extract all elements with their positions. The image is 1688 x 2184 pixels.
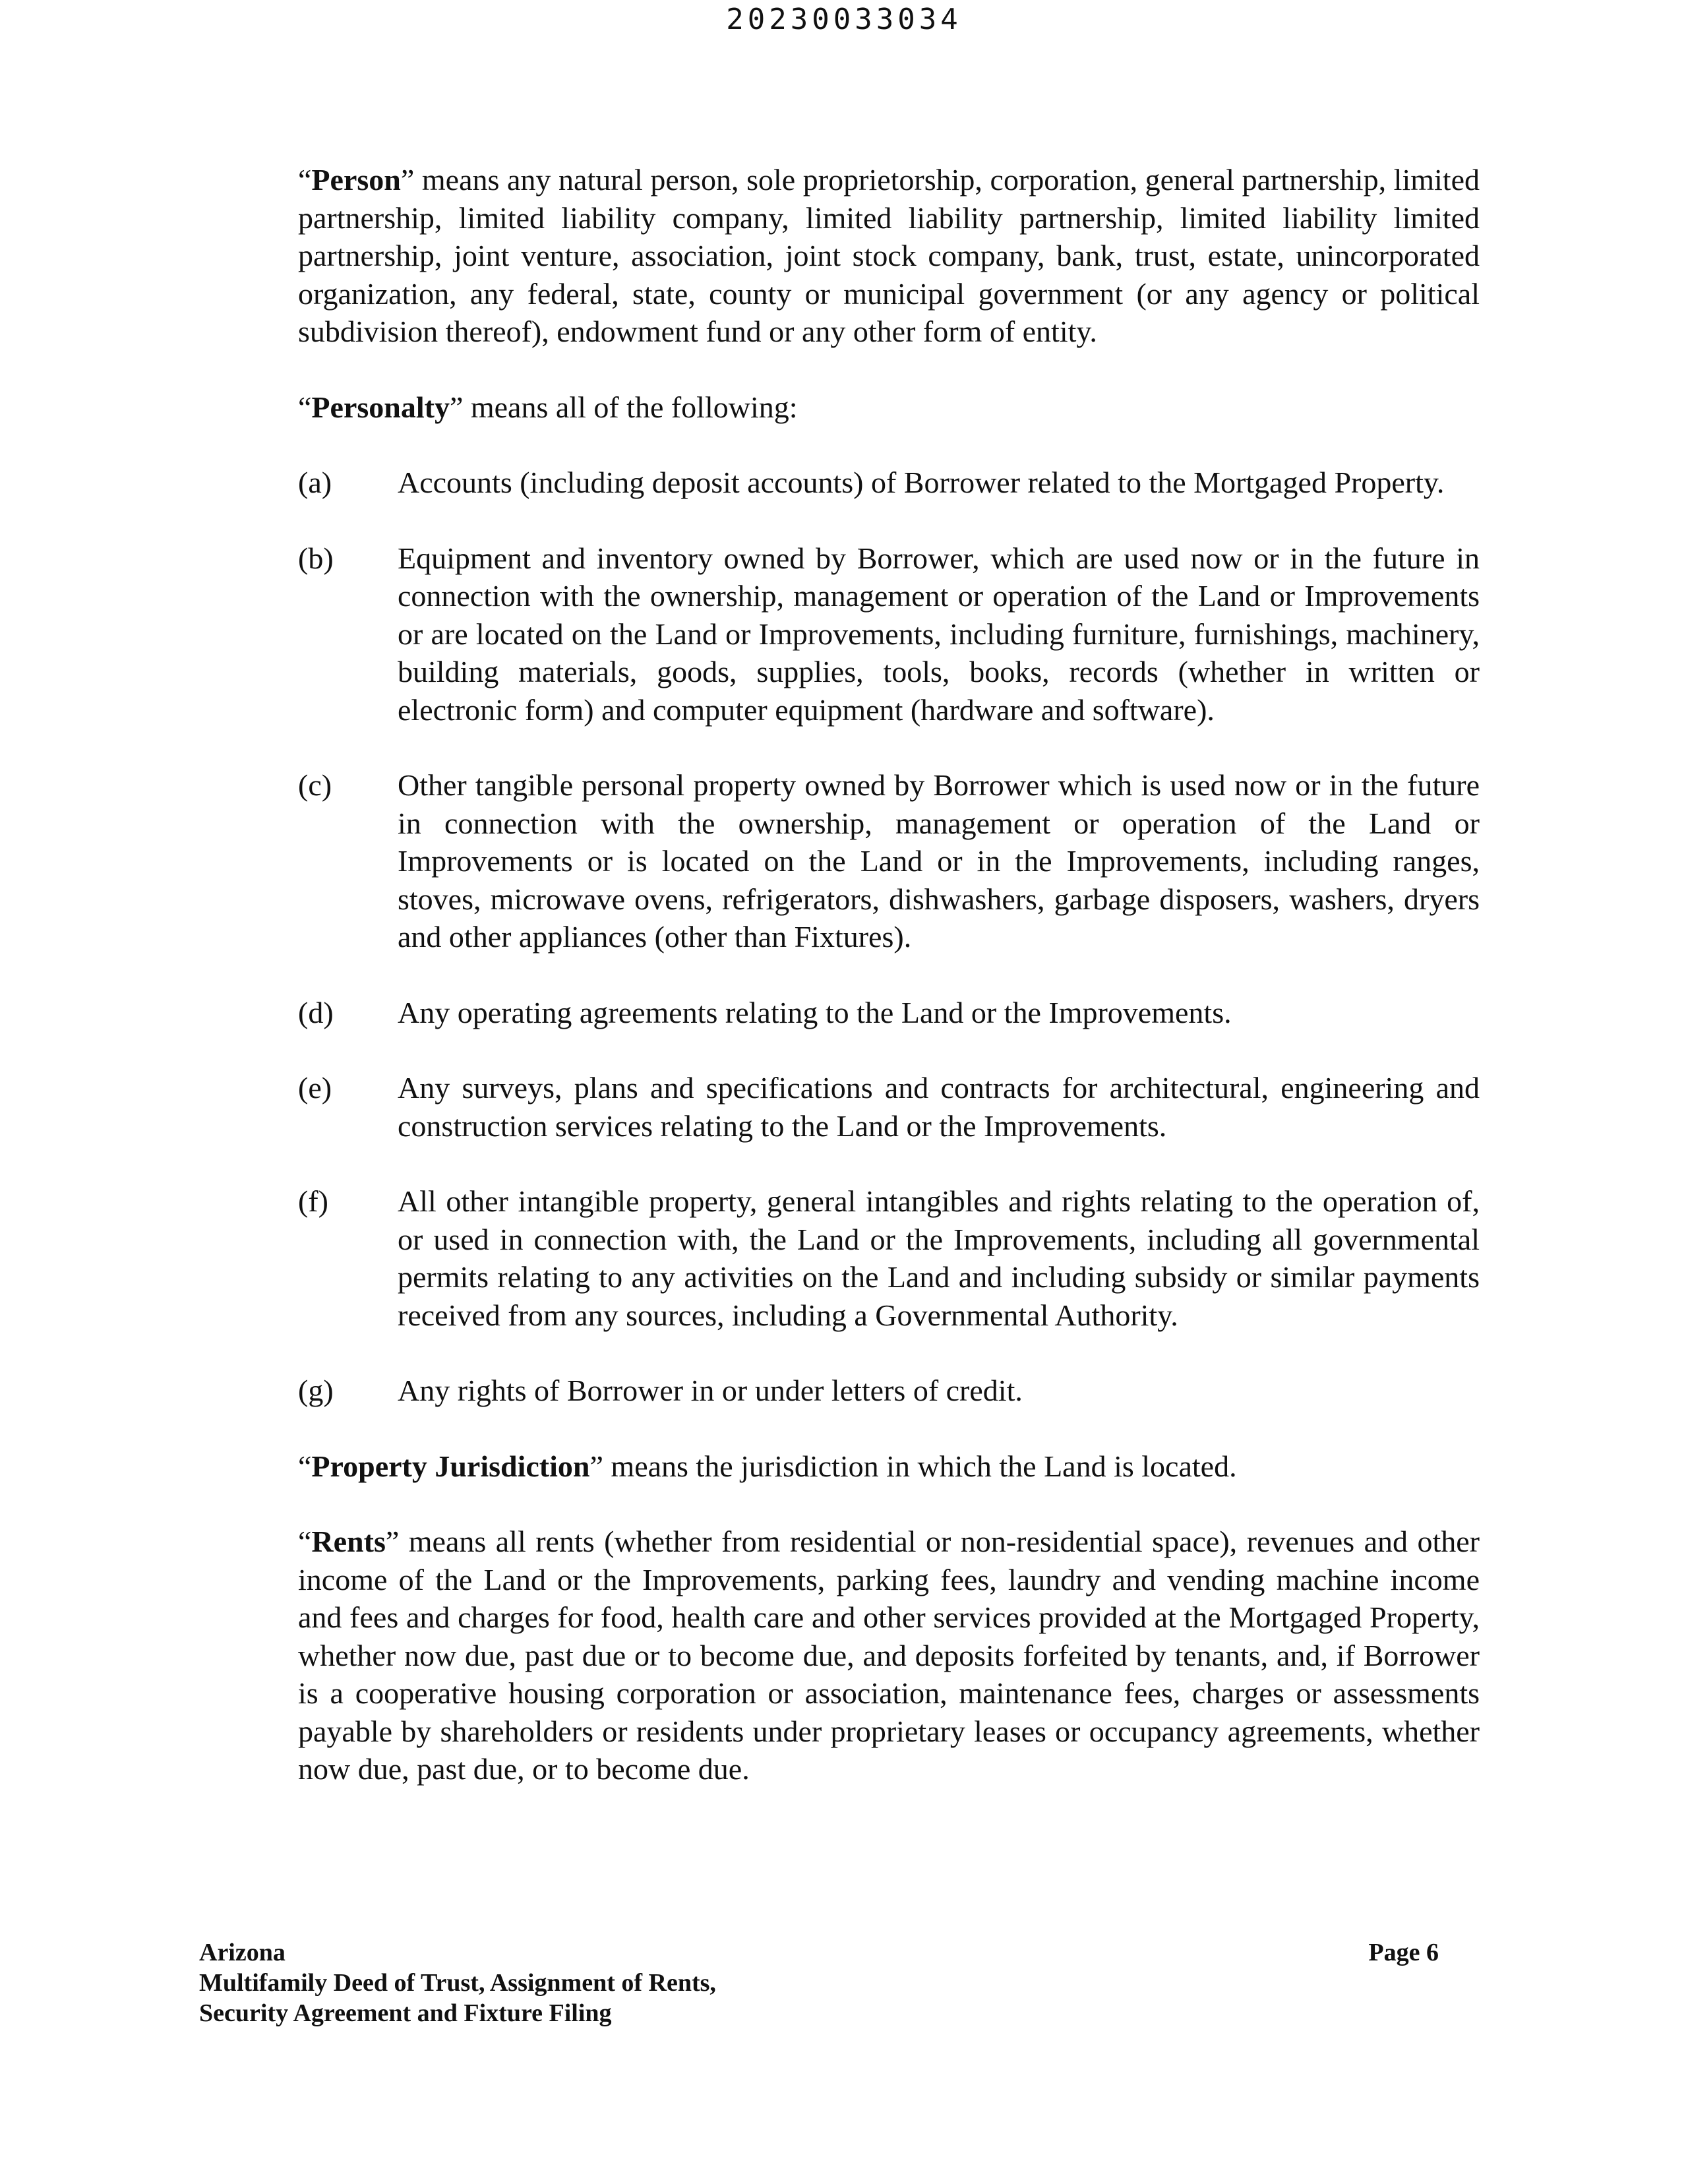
list-item-text: Other tangible personal property owned by Borrower which is used now or in the future in connection with the ownership, management or operation of the Land or Improvements or is located on the Land or in the Improvements, including ranges, stoves, microwave ovens, refrigerators, dishwashers, garbage disposers, washers, dryers and other appliances (other than Fixtures).	[398, 768, 1480, 954]
footer-title-line-2: Security Agreement and Fixture Filing	[199, 1999, 612, 2027]
footer-title-line-1: Multifamily Deed of Trust, Assignment of Rents,	[199, 1969, 716, 1997]
list-item-text: Any surveys, plans and specifications and contracts for architectural, engineering and construction services relating to the Land or the Improvements.	[398, 1071, 1480, 1143]
definition-text: ” means the jurisdiction in which the Land is located.	[589, 1449, 1237, 1483]
open-quote: “	[298, 1449, 312, 1483]
open-quote: “	[298, 1525, 312, 1558]
list-item-label: (a)	[298, 466, 332, 499]
page-footer	[199, 1937, 1439, 2028]
footer-document-title	[199, 1937, 716, 2028]
document-number: 20230033034	[726, 3, 962, 36]
list-item-text: Any operating agreements relating to the Land or the Improvements.	[398, 995, 1232, 1029]
page-number: Page 6	[1368, 1939, 1439, 1966]
list-item	[298, 1069, 1480, 1145]
list-item	[298, 994, 1480, 1032]
list-item	[298, 1372, 1480, 1410]
list-item-text: Accounts (including deposit accounts) of Borrower related to the Mortgaged Property.	[398, 466, 1445, 499]
footer-state: Arizona	[199, 1939, 286, 1966]
defined-term: Person	[311, 163, 401, 197]
list-item-label: (b)	[298, 541, 334, 575]
definition-property-jurisdiction	[298, 1447, 1480, 1486]
list-item-label: (g)	[298, 1374, 334, 1407]
list-item-text: Equipment and inventory owned by Borrower, which are used now or in the future in connection with the ownership, management or operation of the Land or Improvements or are located on the Land or Improvements, including furniture, furnishings, machinery, building materials, goods, supplies, tools, books, records (whether in written or electronic form) and computer equipment (hardware and software).	[398, 541, 1480, 727]
list-item-text: Any rights of Borrower in or under letters of credit.	[398, 1374, 1023, 1407]
definition-person	[298, 161, 1480, 351]
list-item	[298, 464, 1480, 502]
open-quote: “	[298, 390, 312, 424]
list-item-text: All other intangible property, general intangibles and rights relating to the operation of, or used in connection with, the Land or the Improvements, including all governmental permits relating to any activities on the Land and including subsidy or similar payments received from any sources, including a Governmental Authority.	[398, 1184, 1480, 1332]
defined-term: Property Jurisdiction	[311, 1449, 590, 1483]
open-quote: “	[298, 163, 312, 197]
list-item	[298, 1182, 1480, 1334]
list-item-label: (c)	[298, 768, 332, 802]
definition-rents	[298, 1523, 1480, 1788]
list-item-label: (f)	[298, 1184, 328, 1218]
defined-term: Rents	[311, 1525, 386, 1558]
list-item-label: (d)	[298, 995, 334, 1029]
definition-text: ” means all of the following:	[449, 390, 798, 424]
definition-personalty	[298, 388, 1480, 427]
list-item	[298, 539, 1480, 729]
defined-term: Personalty	[311, 390, 450, 424]
list-item-label: (e)	[298, 1071, 332, 1105]
document-body	[298, 161, 1480, 1826]
definition-text: ” means any natural person, sole proprietorship, corporation, general partnership, limited partnership, limited liability company, limited liability partnership, limited liability limited partnership, joint venture, association, joint stock company, bank, trust, estate, unincorporated organization, any federal, state, county or municipal government (or any agency or political subdivision thereof), endowment fund or any other form of entity.	[298, 163, 1480, 348]
list-item	[298, 766, 1480, 956]
definition-text: ” means all rents (whether from residential or non-residential space), revenues and other income of the Land or the Improvements, parking fees, laundry and vending machine income and fees and charges for food, health care and other services provided at the Mortgaged Property, whether now due, past due or to become due, and deposits forfeited by tenants, and, if Borrower is a cooperative housing corporation or association, maintenance fees, charges or assessments payable by shareholders or residents under proprietary leases or occupancy agreements, whether now due, past due, or to become due.	[298, 1525, 1480, 1786]
